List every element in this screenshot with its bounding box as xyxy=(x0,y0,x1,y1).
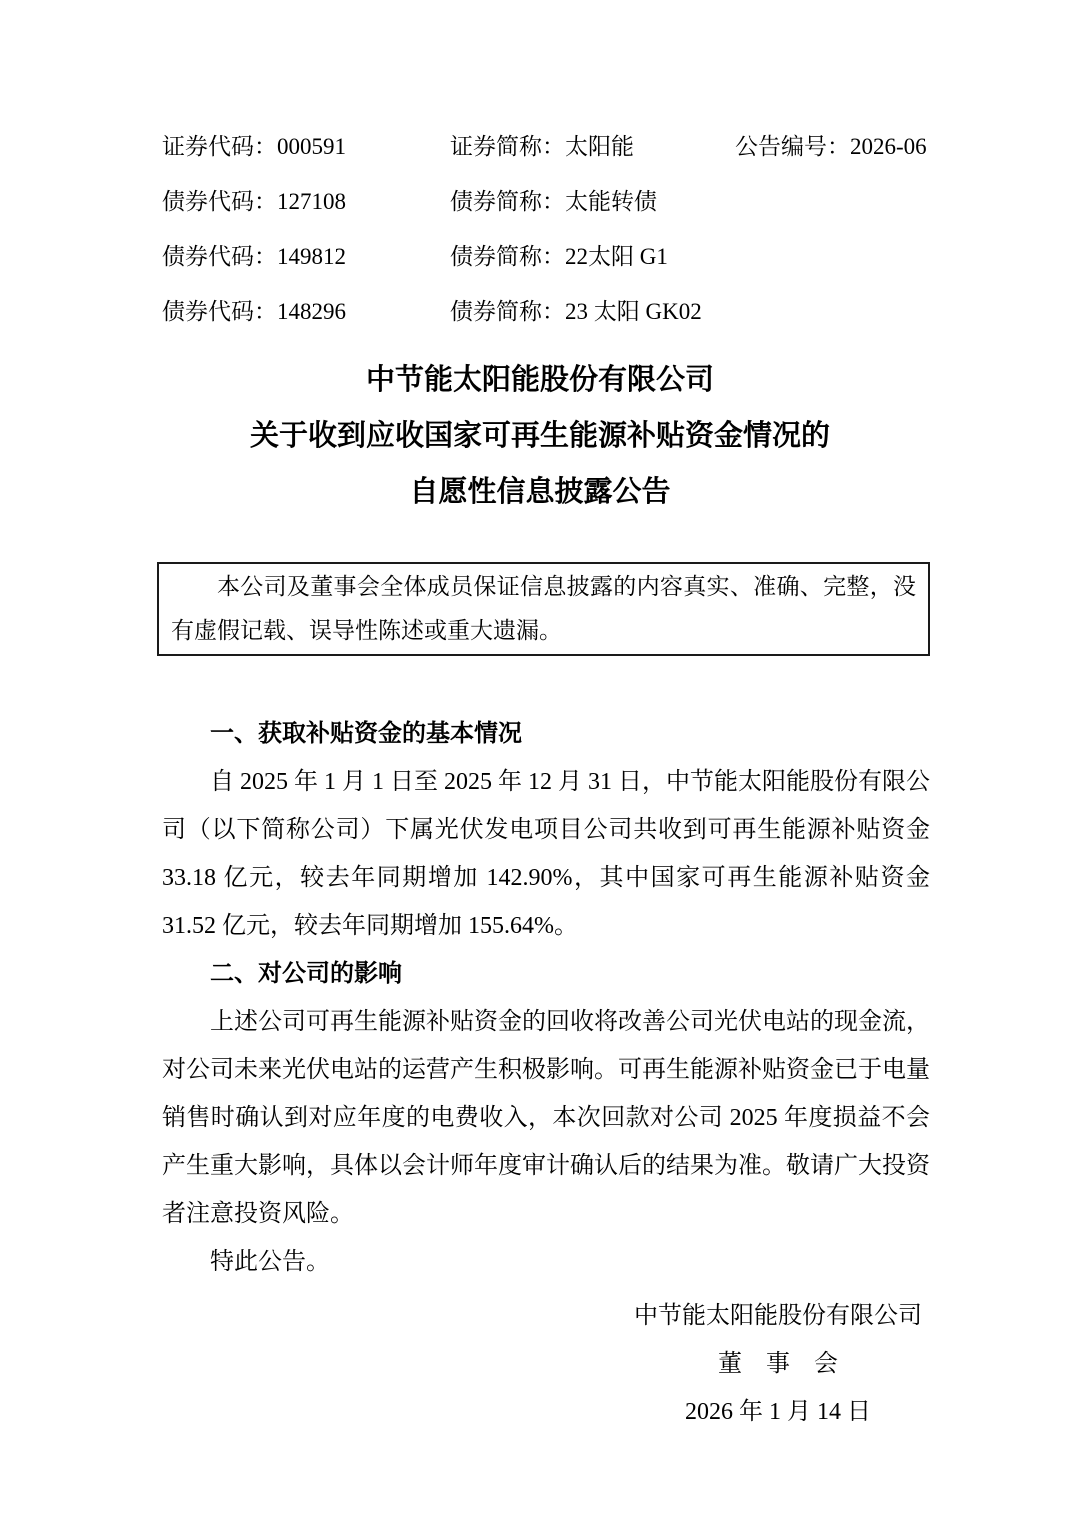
notice-text: 本公司及董事会全体成员保证信息披露的内容真实、准确、完整，没有虚假记载、误导性陈述或重大遗漏。 xyxy=(171,574,916,643)
title-company-name: 中节能太阳能股份有限公司 xyxy=(365,364,714,396)
bond-abbr-1: 债券简称：太能转债 xyxy=(450,189,657,214)
title-subject: 关于收到应收国家可再生能源补贴资金情况的 xyxy=(249,420,830,452)
bond-code-2: 债券代码：149812 xyxy=(162,244,346,269)
bond-abbr-3: 债券简称：23 太阳 GK02 xyxy=(450,299,702,324)
signature-date: 2026 年 1 月 14 日 xyxy=(685,1399,871,1425)
announcement-number: 公告编号：2026-06 xyxy=(735,134,927,159)
bond-code-1: 债券代码：127108 xyxy=(162,189,346,214)
section-1-paragraph: 自 2025 年 1 月 1 日至 2025 年 12 月 31 日，中节能太阳能股份有限公司（以下简称公司）下属光伏发电项目公司共收到可再生能源补贴资金 33.18 亿元，较去年同期增加 142.90%，其中国家可再生能源补贴资金 31.52 亿元，较去年同期增加 155.64%。 xyxy=(162,769,930,939)
document-body xyxy=(162,710,930,1286)
section-2-heading: 二、对公司的影响 xyxy=(210,960,402,987)
header-row xyxy=(162,242,932,297)
stock-abbr: 证券简称：太阳能 xyxy=(450,134,634,159)
header-row xyxy=(162,187,932,242)
signature-block xyxy=(634,1292,922,1436)
section-1-heading: 一、获取补贴资金的基本情况 xyxy=(210,720,522,747)
header-row xyxy=(162,297,932,352)
bond-abbr-2: 债券简称：22太阳 G1 xyxy=(450,244,668,269)
closing-statement: 特此公告。 xyxy=(210,1249,330,1275)
securities-header xyxy=(162,0,932,352)
header-row xyxy=(162,132,932,187)
document-title xyxy=(0,352,1080,520)
title-type: 自愿性信息披露公告 xyxy=(409,476,671,508)
section-2-paragraph: 上述公司可再生能源补贴资金的回收将改善公司光伏电站的现金流，对公司未来光伏电站的运营产生积极影响。可再生能源补贴资金已于电量销售时确认到对应年度的电费收入，本次回款对公司 2025 年度损益不会产生重大影响，具体以会计师年度审计确认后的结果为准。敬请广大投资者注意投资风险。 xyxy=(162,1009,930,1227)
stock-code: 证券代码：000591 xyxy=(162,134,346,159)
signature-company: 中节能太阳能股份有限公司 xyxy=(634,1303,922,1329)
bond-code-3: 债券代码：148296 xyxy=(162,299,346,324)
signature-board: 董 事 会 xyxy=(718,1351,838,1377)
notice-box xyxy=(157,562,930,656)
